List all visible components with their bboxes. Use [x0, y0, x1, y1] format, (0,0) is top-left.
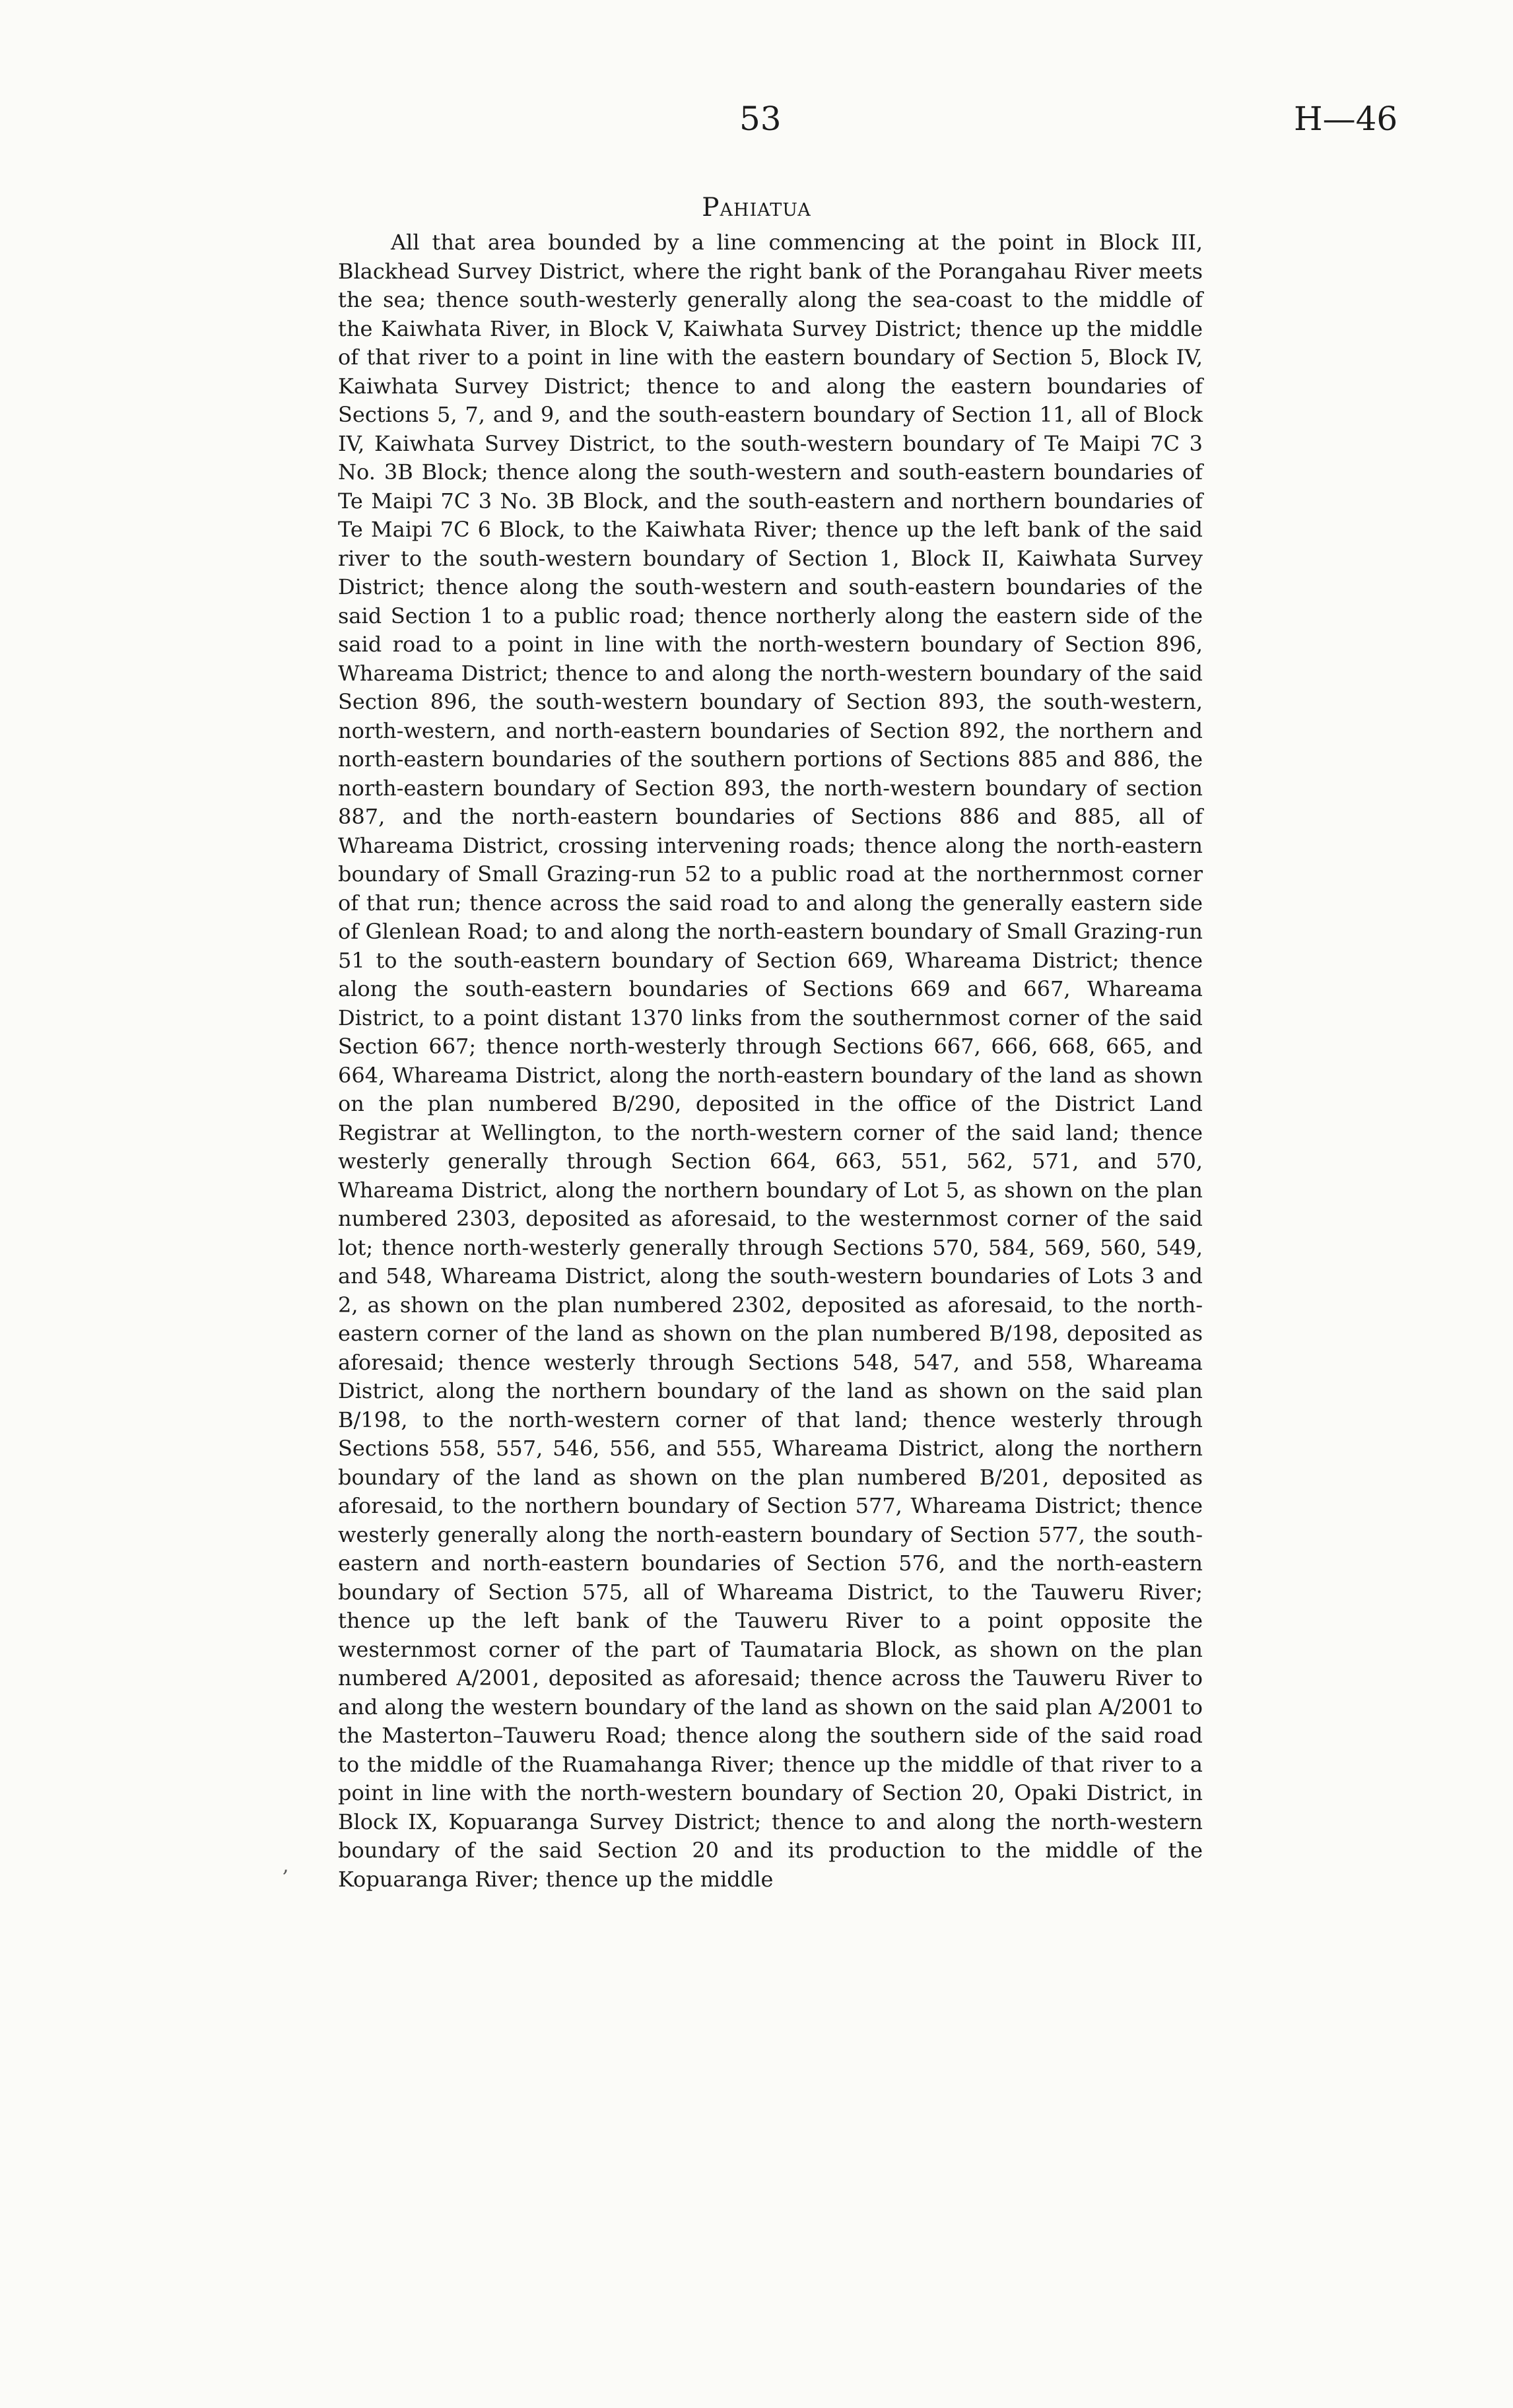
page-number: 53 — [739, 100, 782, 138]
section-title: Pahiatua — [702, 193, 811, 222]
body-paragraph: All that area bounded by a line commencing at the point in Block III, Blackhead Survey District, where the right bank of the Porangahau River meets the sea; thence south-westerly generally along the sea-coast to the middle of the Kaiwhata River, in Block V, Kaiwhata Survey District; thence up the middle of that river to a point in line with the eastern boundary of Section 5, Block IV, Kaiwhata Survey District; thence to and along the eastern boundaries of Sections 5, 7, and 9, and the south-eastern boundary of Section 11, all of Block IV, Kaiwhata Survey District, to the south-western boundary of Te Maipi 7C 3 No. 3B Block; thence along the south-western and south-eastern boundaries of Te Maipi 7C 3 No. 3B Block, and the south-eastern and northern boundaries of Te Maipi 7C 6 Block, to the Kaiwhata River; thence up the left bank of the said river to the south-western boundary of Section 1, Block II, Kaiwhata Survey District; thence along the south-western and south-eastern boundaries of the said Section 1 to a public road; thence northerly along the eastern side of the said road to a point in line with the north-western boundary of Section 896, Whareama District; thence to and along the north-western boundary of the said Section 896, the south-western boundary of Section 893, the south-western, north-western, and north-eastern boundaries of Section 892, the northern and north-eastern boundaries of the southern portions of Sections 885 and 886, the north-eastern boundary of Section 893, the north-western boundary of section 887, and the north-eastern boundaries of Sections 886 and 885, all of Whareama District, crossing intervening roads; thence along the north-eastern boundary of Small Grazing-run 52 to a public road at the northernmost corner of that run; thence across the said road to and along the generally eastern side of Glenlean Road; to and along the north-eastern boundary of Small Grazing-run 51 to the south-eastern boundary of Section 669, Whareama District; thence along the south-eastern boundaries of Sections 669 and 667, Whareama District, to a point distant 1370 links from the southernmost corner of the said Section 667; thence north-westerly through Sections 667, 666, 668, 665, and 664, Whareama District, along the north-eastern boundary of the land as shown on the plan numbered B/290, deposited in the office of the District Land Registrar at Wellington, to the north-western corner of the said land; thence westerly generally through Section 664, 663, 551, 562, 571, and 570, Whareama District, along the northern boundary of Lot 5, as shown on the plan numbered 2303, deposited as aforesaid, to the westernmost corner of the said lot; thence north-westerly generally through Sections 570, 584, 569, 560, 549, and 548, Whareama District, along the south-western boundaries of Lots 3 and 2, as shown on the plan numbered 2302, deposited as aforesaid, to the north-eastern corner of the land as shown on the plan numbered B/198, deposited as aforesaid; thence westerly through Sections 548, 547, and 558, Whareama District, along the northern boundary of the land as shown on the said plan B/198, to the north-western corner of that land; thence westerly through Sections 558, 557, 546, 556, and 555, Whareama District, along the northern boundary of the land as shown on the plan numbered B/201, deposited as aforesaid, to the northern boundary of Section 577, Whareama District; thence westerly generally along the north-eastern boundary of Section 577, the south-eastern and north-eastern boundaries of Section 576, and the north-eastern boundary of Section 575, all of Whareama District, to the Tauweru River; thence up the left bank of the Tauweru River to a point opposite the westernmost corner of the part of Taumataria Block, as shown on the plan numbered A/2001, deposited as aforesaid; thence across the Tauweru River to and along the western boundary of the land as shown on the said plan A/2001 to the Masterton–Tauweru Road; thence along the southern side of the said road to the middle of the Ruamahanga River; thence up the middle of that river to a point in line with the north-western boundary of Section 20, Opaki District, in Block IX, Kopuaranga Survey District; thence to and along the north-western boundary of the said Section 20 and its production to the middle of the Kopuaranga River; thence up the middle — [338, 230, 1203, 1892]
document-reference: H—46 — [1294, 100, 1398, 138]
margin-mark: , — [283, 1854, 289, 1877]
